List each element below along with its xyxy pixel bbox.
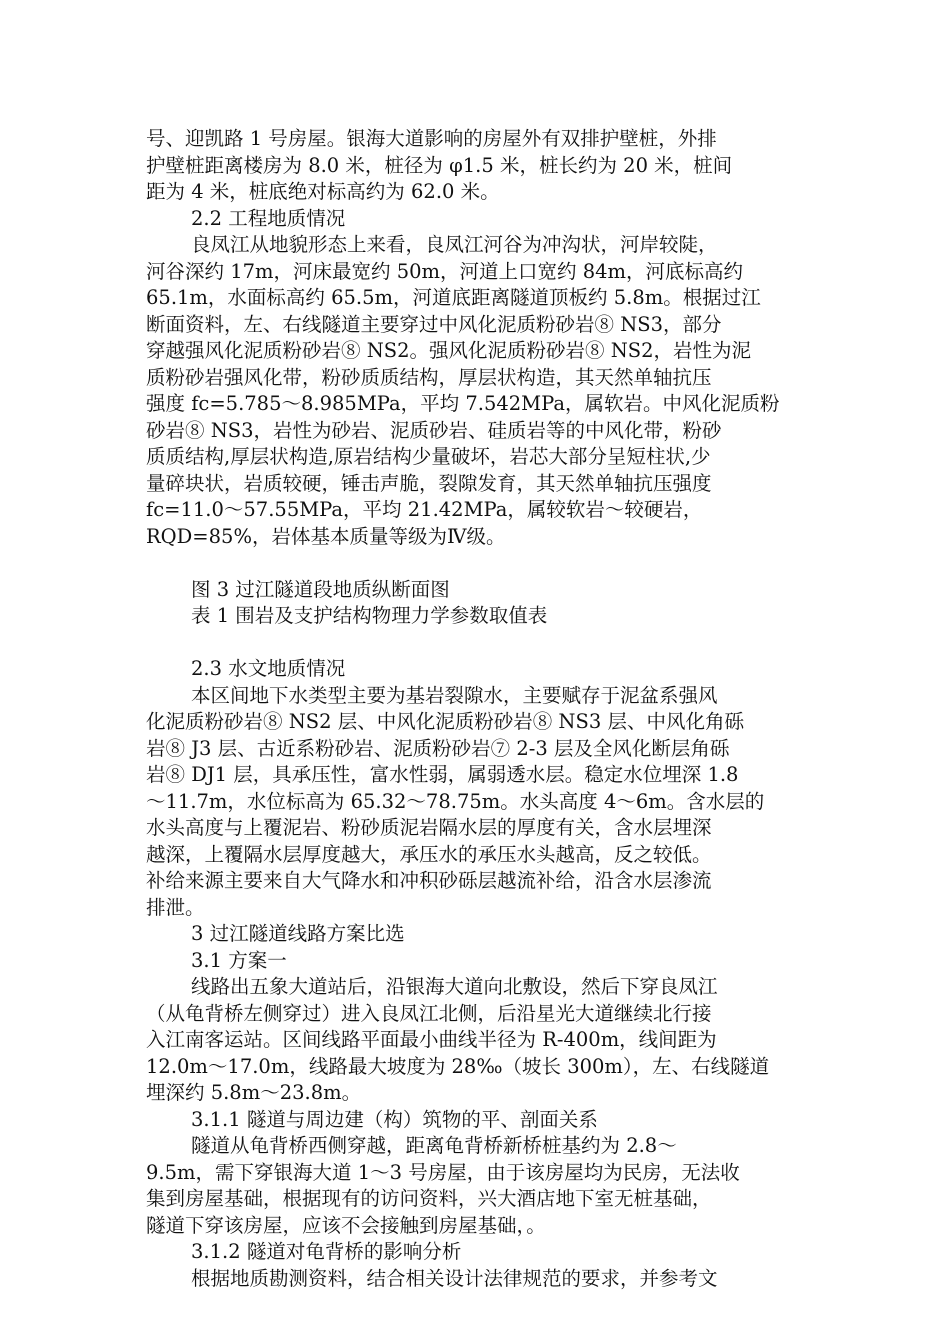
document-body	[146, 126, 806, 1292]
text-line: 水头高度与上覆泥岩、粉砂质泥岩隔水层的厚度有关，含水层埋深	[146, 816, 712, 839]
text-line: 护壁桩距离楼房为 8.0 米，桩径为 φ1.5 米，桩长约为 20 米，桩间	[146, 153, 733, 177]
section-heading-3-1-2: 3.1.2 隧道对龟背桥的影响分析	[191, 1240, 462, 1263]
text-line: 强度 fc=5.785～8.985MPa，平均 7.542MPa，属软岩。中风化泥质粉	[146, 392, 780, 415]
paragraph-building-relations	[146, 1133, 806, 1239]
section-heading-3-1: 3.1 方案一	[191, 948, 287, 972]
text-line: 排泄。	[146, 895, 205, 919]
text-line: ～11.7m，水位标高为 65.32～78.75m。水头高度 4～6m。含水层的	[146, 789, 765, 813]
text-line: 化泥质粉砂岩⑧ NS2 层、中风化泥质粉砂岩⑧ NS3 层、中风化角砾	[146, 710, 744, 733]
text-line: 号、迎凯路 1 号房屋。银海大道影响的房屋外有双排护壁桩，外排	[146, 127, 717, 150]
text-line: 12.0m～17.0m，线路最大坡度为 28‰（坡长 300m），左、右线隧道	[146, 1054, 770, 1078]
text-line: 岩⑧ DJ1 层，具承压性，富水性弱，属弱透水层。稳定水位埋深 1.8	[146, 763, 739, 786]
section-heading-2-3: 2.3 水文地质情况	[191, 657, 346, 680]
text-line: fc=11.0～57.55MPa，平均 21.42MPa，属较软岩～较硬岩，	[146, 498, 703, 521]
figure-caption: 图 3 过江隧道段地质纵断面图	[191, 577, 450, 601]
text-line: 线路出五象大道站后，沿银海大道向北敷设，然后下穿良凤江	[191, 975, 718, 998]
text-line: （从龟背桥左侧穿过）进入良凤江北侧，后沿星光大道继续北行接	[146, 1001, 712, 1025]
text-line: 65.1m，水面标高约 65.5m，河道底距离隧道顶板约 5.8m。根据过江	[146, 286, 761, 309]
blank-line	[146, 550, 806, 577]
paragraph-engineering-geology	[146, 232, 806, 550]
text-line: 入江南客运站。区间线路平面最小曲线半径为 R-400m，线间距为	[146, 1028, 717, 1051]
section-heading-2-2: 2.2 工程地质情况	[191, 206, 346, 230]
blank-line	[146, 630, 806, 657]
text-line: 埋深约 5.8m～23.8m。	[146, 1081, 362, 1104]
text-line: 断面资料，左、右线隧道主要穿过中风化泥质粉砂岩⑧ NS3，部分	[146, 312, 722, 336]
text-line: 根据地质勘测资料，结合相关设计法律规范的要求，并参考文	[191, 1266, 718, 1290]
text-line: 隧道下穿该房屋，应该不会接触到房屋基础，。	[146, 1213, 546, 1237]
text-line: 本区间地下水类型主要为基岩裂隙水，主要赋存于泥盆系强风	[191, 683, 718, 707]
text-line: 量碎块状，岩质较硬，锤击声脆，裂隙发育，其天然单轴抗压强度	[146, 471, 712, 495]
paragraph-route-plan-one	[146, 974, 806, 1107]
text-line: 隧道从龟背桥西侧穿越，距离龟背桥新桥桩基约为 2.8～	[191, 1134, 677, 1157]
text-line: RQD=85%，岩体基本质量等级为Ⅳ级。	[146, 524, 506, 548]
text-line: 砂岩⑧ NS3，岩性为砂岩、泥质砂岩、硅质岩等的中风化带，粉砂	[146, 418, 722, 442]
text-line: 9.5m，需下穿银海大道 1～3 号房屋，由于该房屋均为民房，无法收	[146, 1160, 740, 1184]
paragraph-bridge-impact	[146, 1266, 806, 1293]
text-line: 质粉砂岩强风化带，粉砂质质结构，厚层状构造，其天然单轴抗压	[146, 365, 712, 389]
text-line: 穿越强风化泥质粉砂岩⑧ NS2。强风化泥质粉砂岩⑧ NS2，岩性为泥	[146, 339, 752, 362]
text-line: 集到房屋基础，根据现有的访问资料，兴大酒店地下室无桩基础，	[146, 1187, 712, 1210]
paragraph-hydrogeology	[146, 683, 806, 922]
text-line: 质质结构,厚层状构造,原岩结构少量破坏，岩芯大部分呈短柱状,少	[146, 445, 711, 468]
text-line: 良凤江从地貌形态上来看，良凤江河谷为冲沟状，河岸较陡，	[191, 233, 718, 256]
text-line: 岩⑧ J3 层、古近系粉砂岩、泥质粉砂岩⑦ 2-3 层及全风化断层角砾	[146, 736, 730, 760]
paragraph-pile-walls	[146, 126, 806, 206]
text-line: 距为 4 米，桩底绝对标高约为 62.0 米。	[146, 180, 500, 203]
section-heading-3-1-1: 3.1.1 隧道与周边建（构）筑物的平、剖面关系	[191, 1107, 598, 1131]
table-caption: 表 1 围岩及支护结构物理力学参数取值表	[191, 604, 548, 627]
text-line: 补给来源主要来自大气降水和冲积砂砾层越流补给，沿含水层渗流	[146, 869, 712, 892]
section-heading-3: 3 过江隧道线路方案比选	[191, 922, 405, 945]
text-line: 越深，上覆隔水层厚度越大，承压水的承压水头越高，反之较低。	[146, 842, 712, 866]
text-line: 河谷深约 17m，河床最宽约 50m，河道上口宽约 84m，河底标高约	[146, 259, 744, 283]
